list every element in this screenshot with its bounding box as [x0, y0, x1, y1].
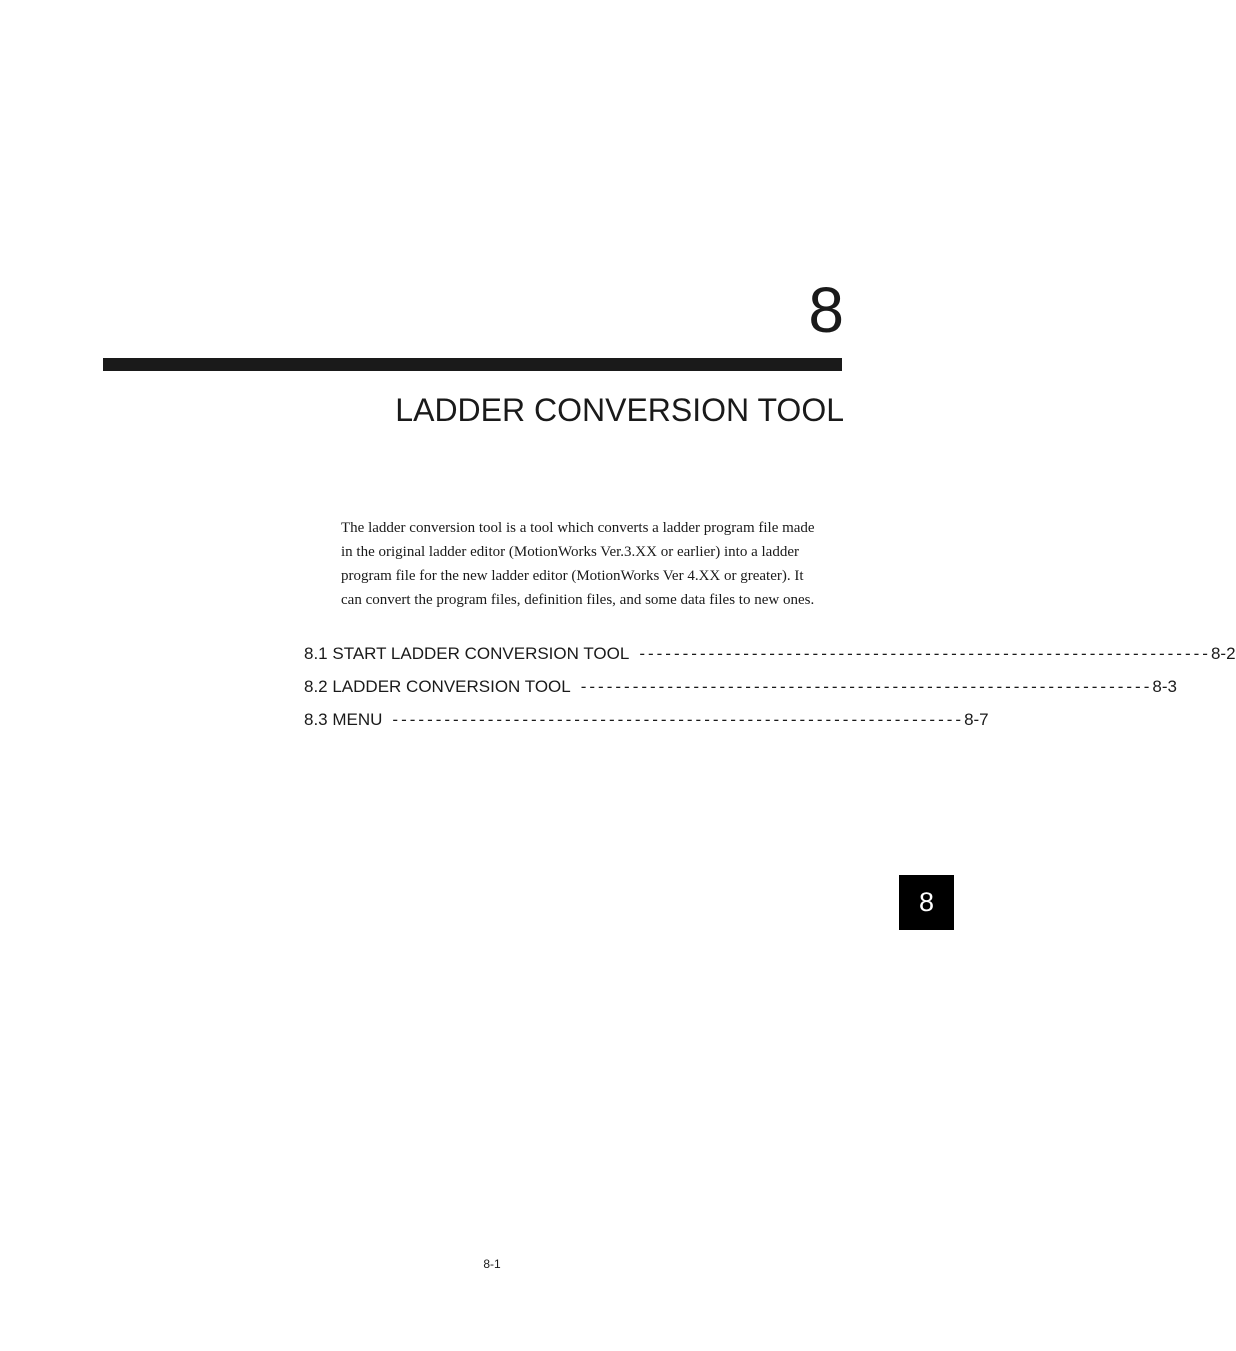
table-of-contents: [304, 640, 1236, 739]
chapter-number: 8: [808, 274, 844, 346]
chapter-rule: [103, 358, 842, 371]
toc-entry[interactable]: [304, 673, 1177, 706]
toc-entry-label: 8.3 MENU: [304, 710, 383, 729]
toc-entry[interactable]: [304, 706, 989, 739]
intro-paragraph: [341, 516, 851, 612]
intro-line: in the original ladder editor (MotionWorks Ver.3.XX or earlier) into a ladder: [341, 544, 799, 560]
chapter-side-tab: 8: [899, 875, 954, 930]
intro-line: The ladder conversion tool is a tool which converts a ladder program file made: [341, 520, 815, 536]
toc-leader: ------------------------------------------------------------------: [580, 677, 1153, 696]
toc-entry-page: 8-7: [964, 710, 989, 729]
page-number: 8-1: [483, 1257, 501, 1271]
chapter-title: LADDER CONVERSION TOOL: [395, 392, 844, 428]
toc-entry[interactable]: [304, 640, 1236, 673]
intro-line: can convert the program files, definition files, and some data files to new ones.: [341, 592, 815, 608]
toc-leader: ------------------------------------------------------------------: [639, 644, 1211, 663]
toc-entry-page: 8-3: [1152, 677, 1177, 696]
toc-entry-label: 8.1 START LADDER CONVERSION TOOL: [304, 644, 630, 663]
toc-entry-label: 8.2 LADDER CONVERSION TOOL: [304, 677, 571, 696]
toc-leader: ------------------------------------------------------------------: [392, 710, 965, 729]
toc-entry-page: 8-2: [1210, 644, 1236, 663]
intro-line: program file for the new ladder editor (MotionWorks Ver 4.XX or greater). It: [341, 568, 804, 584]
